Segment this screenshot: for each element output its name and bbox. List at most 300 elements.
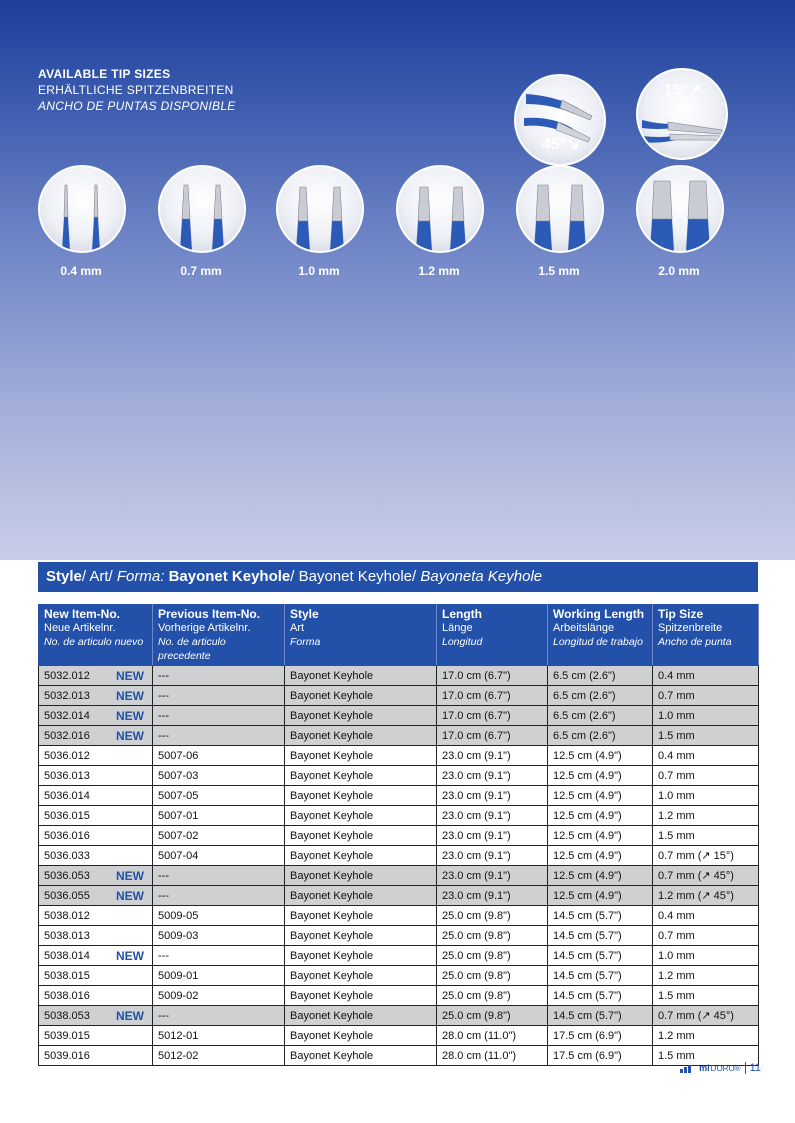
cell-item-no-text: 5032.012 — [44, 669, 90, 682]
tip-label-1-0: 1.0 mm — [298, 264, 340, 278]
new-badge: NEW — [116, 728, 144, 743]
cell-previous-item-no-text: 5007-04 — [158, 849, 199, 862]
column-header — [548, 605, 653, 666]
new-badge: NEW — [116, 888, 144, 903]
cell-tip-size — [653, 906, 759, 926]
cell-working-length — [548, 786, 653, 806]
cell-style-text: Bayonet Keyhole — [290, 749, 374, 762]
cell-working-length-text: 12.5 cm (4.9") — [553, 869, 622, 882]
cell-previous-item-no — [153, 846, 285, 866]
table-row — [39, 706, 759, 726]
cell-tip-size-text: 1.0 mm — [658, 709, 695, 722]
column-header-en: New Item-No. — [44, 607, 121, 621]
cell-previous-item-no — [153, 1046, 285, 1066]
heading-de: ERHÄLTLICHE SPITZENBREITEN — [38, 83, 234, 97]
cell-tip-size-text: 1.2 mm — [658, 809, 695, 822]
cell-tip-size — [653, 1026, 759, 1046]
cell-style-text: Bayonet Keyhole — [290, 929, 374, 942]
cell-item-no — [39, 966, 153, 986]
brand-logo — [680, 1063, 740, 1073]
cell-working-length-text: 6.5 cm (2.6") — [553, 689, 616, 702]
cell-style-text: Bayonet Keyhole — [290, 989, 374, 1002]
cell-item-no — [39, 946, 153, 966]
table-row — [39, 846, 759, 866]
tip-label-0-4: 0.4 mm — [60, 264, 102, 278]
cell-working-length-text: 12.5 cm (4.9") — [553, 849, 622, 862]
cell-previous-item-no — [153, 686, 285, 706]
cell-length — [437, 786, 548, 806]
cell-style-text: Bayonet Keyhole — [290, 1049, 374, 1062]
cell-working-length-text: 12.5 cm (4.9") — [553, 889, 622, 902]
column-header-de: Spitzenbreite — [658, 622, 723, 634]
cell-previous-item-no — [153, 806, 285, 826]
cell-previous-item-no-text: --- — [158, 709, 169, 722]
cell-tip-size — [653, 746, 759, 766]
cell-previous-item-no-text: 5009-01 — [158, 969, 199, 982]
tip-label-1-2: 1.2 mm — [418, 264, 460, 278]
table-row — [39, 1026, 759, 1046]
cell-previous-item-no — [153, 826, 285, 846]
cell-item-no — [39, 706, 153, 726]
cell-length — [437, 746, 548, 766]
column-header-es: Longitud de trabajo — [553, 636, 643, 648]
cell-working-length-text: 14.5 cm (5.7") — [553, 909, 622, 922]
cell-tip-size-text: 1.2 mm (↗ 45°) — [658, 889, 734, 902]
cell-item-no — [39, 1026, 153, 1046]
cell-item-no — [39, 686, 153, 706]
table-row — [39, 1006, 759, 1026]
cell-previous-item-no-text: 5009-05 — [158, 909, 199, 922]
cell-working-length — [548, 906, 653, 926]
cell-item-no — [39, 746, 153, 766]
cell-previous-item-no — [153, 706, 285, 726]
cell-style-text: Bayonet Keyhole — [290, 789, 374, 802]
table-row — [39, 806, 759, 826]
cell-previous-item-no — [153, 966, 285, 986]
column-header-de: Art — [290, 622, 305, 634]
cell-style-text: Bayonet Keyhole — [290, 769, 374, 782]
cell-item-no — [39, 826, 153, 846]
cell-length-text: 23.0 cm (9.1") — [442, 809, 511, 822]
cell-working-length — [548, 806, 653, 826]
cell-style — [285, 1046, 437, 1066]
column-header — [653, 605, 759, 666]
cell-item-no — [39, 766, 153, 786]
cell-tip-size — [653, 846, 759, 866]
cell-tip-size — [653, 686, 759, 706]
cell-working-length-text: 14.5 cm (5.7") — [553, 949, 622, 962]
cell-length — [437, 1046, 548, 1066]
tip-sizes-heading — [38, 66, 236, 114]
cell-previous-item-no — [153, 746, 285, 766]
cell-length-text: 25.0 cm (9.8") — [442, 929, 511, 942]
cell-item-no-text: 5038.014 — [44, 949, 90, 962]
table-row — [39, 946, 759, 966]
cell-working-length — [548, 1046, 653, 1066]
column-header — [153, 605, 285, 666]
new-badge: NEW — [116, 708, 144, 723]
brand-mi: mi — [699, 1063, 710, 1073]
column-header-de: Vorherige Artikelnr. — [158, 622, 251, 634]
cell-style — [285, 966, 437, 986]
cell-tip-size-text: 1.5 mm — [658, 1049, 695, 1062]
footer — [680, 1062, 761, 1074]
cell-previous-item-no — [153, 906, 285, 926]
cell-item-no-text: 5036.014 — [44, 789, 90, 802]
cell-item-no-text: 5036.033 — [44, 849, 90, 862]
cell-tip-size — [653, 966, 759, 986]
cell-length — [437, 886, 548, 906]
product-table — [38, 604, 759, 1066]
tip-image-0-7 — [158, 165, 246, 253]
table-row — [39, 786, 759, 806]
cell-length — [437, 686, 548, 706]
cell-previous-item-no — [153, 1006, 285, 1026]
cell-item-no — [39, 726, 153, 746]
cell-working-length — [548, 1006, 653, 1026]
cell-tip-size-text: 1.5 mm — [658, 729, 695, 742]
cell-style — [285, 1006, 437, 1026]
cell-working-length-text: 12.5 cm (4.9") — [553, 749, 622, 762]
cell-item-no-text: 5038.053 — [44, 1009, 90, 1022]
cell-tip-size — [653, 766, 759, 786]
cell-item-no — [39, 926, 153, 946]
cell-style-text: Bayonet Keyhole — [290, 1029, 374, 1042]
cell-style — [285, 846, 437, 866]
table-header-row — [39, 605, 759, 666]
cell-length — [437, 846, 548, 866]
column-header-en: Style — [290, 607, 319, 621]
style-label-es: Forma: — [116, 568, 165, 585]
cell-item-no — [39, 786, 153, 806]
cell-length-text: 23.0 cm (9.1") — [442, 869, 511, 882]
cell-item-no-text: 5036.012 — [44, 749, 90, 762]
table-row — [39, 726, 759, 746]
table-row — [39, 666, 759, 686]
cell-working-length — [548, 706, 653, 726]
table-row — [39, 926, 759, 946]
table-row — [39, 826, 759, 846]
cell-previous-item-no-text: --- — [158, 949, 169, 962]
cell-style-text: Bayonet Keyhole — [290, 849, 374, 862]
cell-style — [285, 866, 437, 886]
cell-style-text: Bayonet Keyhole — [290, 969, 374, 982]
cell-style — [285, 826, 437, 846]
cell-item-no-text: 5036.016 — [44, 829, 90, 842]
cell-style — [285, 706, 437, 726]
cell-tip-size — [653, 726, 759, 746]
cell-previous-item-no-text: 5007-03 — [158, 769, 199, 782]
tip-image-1-0 — [276, 165, 364, 253]
style-name: Bayonet Keyhole — [168, 568, 291, 585]
tip-label-0-7: 0.7 mm — [180, 264, 222, 278]
cell-tip-size — [653, 666, 759, 686]
cell-tip-size-text: 0.7 mm (↗ 45°) — [658, 869, 734, 882]
cell-style — [285, 886, 437, 906]
cell-item-no-text: 5039.016 — [44, 1049, 90, 1062]
cell-working-length-text: 14.5 cm (5.7") — [553, 929, 622, 942]
cell-tip-size-text: 1.0 mm — [658, 949, 695, 962]
cell-tip-size — [653, 986, 759, 1006]
cell-working-length — [548, 846, 653, 866]
cell-tip-size — [653, 946, 759, 966]
table-body — [39, 666, 759, 1066]
column-header-en: Length — [442, 607, 482, 621]
cell-style-text: Bayonet Keyhole — [290, 949, 374, 962]
cell-item-no — [39, 1046, 153, 1066]
cell-item-no — [39, 846, 153, 866]
cell-length-text: 17.0 cm (6.7") — [442, 669, 511, 682]
cell-previous-item-no — [153, 886, 285, 906]
cell-length-text: 23.0 cm (9.1") — [442, 849, 511, 862]
table-row — [39, 966, 759, 986]
cell-style — [285, 986, 437, 1006]
cell-length — [437, 966, 548, 986]
cell-length-text: 28.0 cm (11.0") — [442, 1029, 517, 1042]
cell-length — [437, 946, 548, 966]
logo-mark-icon — [680, 1063, 698, 1073]
cell-working-length-text: 12.5 cm (4.9") — [553, 809, 622, 822]
cell-style-text: Bayonet Keyhole — [290, 889, 374, 902]
cell-length-text: 23.0 cm (9.1") — [442, 789, 511, 802]
cell-item-no-text: 5038.016 — [44, 989, 90, 1002]
table-row — [39, 686, 759, 706]
cell-tip-size — [653, 926, 759, 946]
column-header-de: Länge — [442, 622, 473, 634]
cell-style — [285, 726, 437, 746]
cell-item-no — [39, 806, 153, 826]
new-badge: NEW — [116, 668, 144, 683]
cell-working-length — [548, 1026, 653, 1046]
cell-tip-size — [653, 806, 759, 826]
cell-style-text: Bayonet Keyhole — [290, 909, 374, 922]
column-header-de: Arbeitslänge — [553, 622, 615, 634]
cell-working-length-text: 12.5 cm (4.9") — [553, 769, 622, 782]
cell-style-text: Bayonet Keyhole — [290, 829, 374, 842]
cell-style-text: Bayonet Keyhole — [290, 729, 374, 742]
cell-item-no-text: 5038.013 — [44, 929, 90, 942]
column-header — [285, 605, 437, 666]
cell-item-no-text: 5032.016 — [44, 729, 90, 742]
column-header — [437, 605, 548, 666]
cell-tip-size — [653, 826, 759, 846]
cell-previous-item-no-text: --- — [158, 869, 169, 882]
column-header-en: Tip Size — [658, 607, 704, 621]
cell-tip-size-text: 1.2 mm — [658, 1029, 695, 1042]
cell-tip-size — [653, 866, 759, 886]
cell-style — [285, 806, 437, 826]
cell-length — [437, 986, 548, 1006]
cell-previous-item-no — [153, 1026, 285, 1046]
tip-label-2-0: 2.0 mm — [658, 264, 700, 278]
cell-item-no-text: 5036.055 — [44, 889, 90, 902]
cell-item-no — [39, 666, 153, 686]
column-header-es: Ancho de punta — [658, 636, 732, 648]
cell-item-no-text: 5038.012 — [44, 909, 90, 922]
cell-style-text: Bayonet Keyhole — [290, 689, 374, 702]
cell-length-text: 25.0 cm (9.8") — [442, 1009, 511, 1022]
cell-style — [285, 786, 437, 806]
tip-label-1-5: 1.5 mm — [538, 264, 580, 278]
cell-length-text: 25.0 cm (9.8") — [442, 909, 511, 922]
table-row — [39, 886, 759, 906]
cell-working-length-text: 6.5 cm (2.6") — [553, 669, 616, 682]
cell-length — [437, 706, 548, 726]
table-row — [39, 906, 759, 926]
cell-working-length — [548, 726, 653, 746]
cell-length-text: 17.0 cm (6.7") — [442, 709, 511, 722]
cell-working-length-text: 14.5 cm (5.7") — [553, 989, 622, 1002]
cell-tip-size-text: 0.7 mm — [658, 689, 695, 702]
cell-previous-item-no-text: --- — [158, 669, 169, 682]
cell-working-length — [548, 946, 653, 966]
cell-previous-item-no-text: 5012-01 — [158, 1029, 199, 1042]
column-header — [39, 605, 153, 666]
cell-length-text: 23.0 cm (9.1") — [442, 769, 511, 782]
cell-style — [285, 1026, 437, 1046]
cell-working-length — [548, 986, 653, 1006]
cell-item-no — [39, 886, 153, 906]
cell-previous-item-no — [153, 986, 285, 1006]
table-row — [39, 746, 759, 766]
cell-working-length — [548, 866, 653, 886]
cell-tip-size — [653, 786, 759, 806]
cell-tip-size-text: 0.7 mm (↗ 45°) — [658, 1009, 734, 1022]
cell-tip-size-text: 0.4 mm — [658, 749, 695, 762]
cell-style — [285, 666, 437, 686]
cell-style-text: Bayonet Keyhole — [290, 669, 374, 682]
cell-working-length-text: 12.5 cm (4.9") — [553, 829, 622, 842]
table-row — [39, 766, 759, 786]
angle-15-label: 15°↗ — [664, 82, 702, 99]
column-header-es: Forma — [290, 636, 321, 648]
cell-style-text: Bayonet Keyhole — [290, 809, 374, 822]
heading-es: ANCHO DE PUNTAS DISPONIBLE — [38, 99, 236, 113]
cell-item-no-text: 5036.013 — [44, 769, 90, 782]
cell-working-length-text: 6.5 cm (2.6") — [553, 709, 616, 722]
cell-tip-size — [653, 886, 759, 906]
cell-working-length — [548, 666, 653, 686]
cell-style — [285, 906, 437, 926]
cell-length-text: 17.0 cm (6.7") — [442, 689, 511, 702]
cell-working-length-text: 12.5 cm (4.9") — [553, 789, 622, 802]
cell-style — [285, 926, 437, 946]
cell-item-no-text: 5032.013 — [44, 689, 90, 702]
style-name-de: / Bayonet Keyhole/ — [290, 568, 421, 585]
cell-style — [285, 746, 437, 766]
cell-tip-size-text: 1.0 mm — [658, 789, 695, 802]
cell-tip-size-text: 0.4 mm — [658, 669, 695, 682]
table-row — [39, 1046, 759, 1066]
column-header-es: No. de articulo nuevo — [44, 636, 144, 648]
new-badge: NEW — [116, 948, 144, 963]
column-header-es: No. de articulo precedente — [158, 636, 226, 662]
cell-length — [437, 806, 548, 826]
cell-tip-size — [653, 1006, 759, 1026]
cell-item-no — [39, 906, 153, 926]
new-badge: NEW — [116, 1008, 144, 1023]
cell-tip-size-text: 0.7 mm (↗ 15°) — [658, 849, 734, 862]
cell-previous-item-no-text: 5007-05 — [158, 789, 199, 802]
new-badge: NEW — [116, 868, 144, 883]
cell-working-length — [548, 686, 653, 706]
tip-image-1-5 — [516, 165, 604, 253]
cell-item-no-text: 5036.015 — [44, 809, 90, 822]
cell-length — [437, 826, 548, 846]
cell-length-text: 17.0 cm (6.7") — [442, 729, 511, 742]
cell-tip-size-text: 1.2 mm — [658, 969, 695, 982]
cell-working-length — [548, 886, 653, 906]
cell-item-no-text: 5038.015 — [44, 969, 90, 982]
cell-length-text: 25.0 cm (9.8") — [442, 969, 511, 982]
cell-tip-size-text: 0.7 mm — [658, 929, 695, 942]
style-label-de: / Art/ — [81, 568, 117, 585]
cell-working-length-text: 6.5 cm (2.6") — [553, 729, 616, 742]
cell-previous-item-no-text: 5012-02 — [158, 1049, 199, 1062]
cell-previous-item-no-text: --- — [158, 729, 169, 742]
cell-length-text: 25.0 cm (9.8") — [442, 949, 511, 962]
brand-doro: DORO® — [710, 1063, 741, 1073]
cell-working-length-text: 14.5 cm (5.7") — [553, 969, 622, 982]
cell-length-text: 25.0 cm (9.8") — [442, 989, 511, 1002]
column-header-en: Working Length — [553, 607, 645, 621]
tip-image-1-2 — [396, 165, 484, 253]
cell-style-text: Bayonet Keyhole — [290, 869, 374, 882]
cell-item-no — [39, 1006, 153, 1026]
cell-previous-item-no — [153, 726, 285, 746]
cell-length-text: 23.0 cm (9.1") — [442, 829, 511, 842]
cell-style — [285, 686, 437, 706]
cell-previous-item-no-text: 5009-03 — [158, 929, 199, 942]
cell-previous-item-no — [153, 926, 285, 946]
cell-working-length-text: 17.5 cm (6.9") — [553, 1029, 622, 1042]
cell-working-length-text: 14.5 cm (5.7") — [553, 1009, 622, 1022]
column-header-es: Longitud — [442, 636, 483, 648]
column-header-en: Previous Item-No. — [158, 607, 261, 621]
cell-working-length — [548, 926, 653, 946]
cell-previous-item-no-text: --- — [158, 1009, 169, 1022]
cell-style-text: Bayonet Keyhole — [290, 1009, 374, 1022]
cell-length — [437, 926, 548, 946]
cell-tip-size-text: 0.4 mm — [658, 909, 695, 922]
cell-item-no-text: 5036.053 — [44, 869, 90, 882]
cell-previous-item-no-text: 5007-01 — [158, 809, 199, 822]
column-header-de: Neue Artikelnr. — [44, 622, 116, 634]
cell-previous-item-no — [153, 766, 285, 786]
cell-length — [437, 766, 548, 786]
angle-45-label: 45°↘ — [542, 136, 580, 153]
cell-previous-item-no-text: --- — [158, 889, 169, 902]
cell-previous-item-no — [153, 666, 285, 686]
cell-length — [437, 666, 548, 686]
heading-en: AVAILABLE TIP SIZES — [38, 67, 171, 81]
cell-working-length — [548, 746, 653, 766]
cell-length-text: 23.0 cm (9.1") — [442, 749, 511, 762]
hero-banner — [0, 0, 795, 560]
page-number: 11 — [745, 1062, 761, 1074]
cell-previous-item-no-text: 5009-02 — [158, 989, 199, 1002]
cell-style — [285, 946, 437, 966]
cell-previous-item-no-text: 5007-06 — [158, 749, 199, 762]
cell-length — [437, 866, 548, 886]
cell-working-length — [548, 966, 653, 986]
style-name-es: Bayoneta Keyhole — [420, 568, 543, 585]
style-band — [38, 562, 758, 592]
cell-length — [437, 906, 548, 926]
cell-style-text: Bayonet Keyhole — [290, 709, 374, 722]
cell-item-no — [39, 986, 153, 1006]
cell-length-text: 28.0 cm (11.0") — [442, 1049, 517, 1062]
